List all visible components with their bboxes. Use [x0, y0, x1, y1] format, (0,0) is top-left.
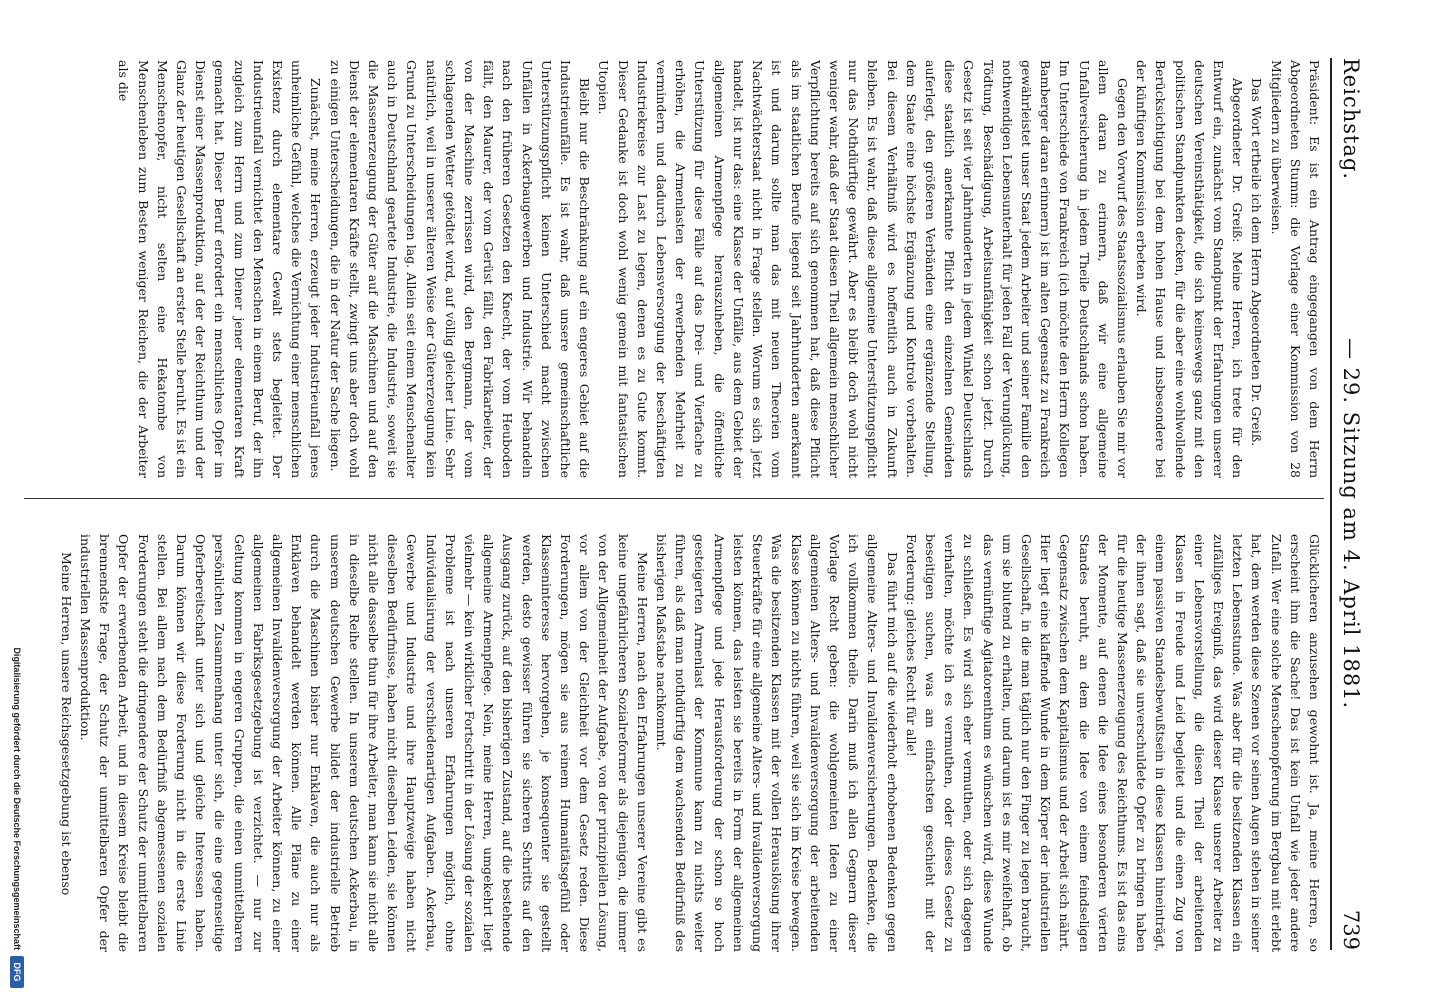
header-rule: [1330, 58, 1332, 950]
page-number: 739: [1339, 909, 1363, 950]
paragraph: Abgeordneter Dr. Greiß: Meine Herren, ich trete für den Entwurf ein, zunächst vom Standpunkt der Erfahrungen unserer deutschen Vereinsthätigkeit, die sich keineswegs ganz mit den politischen Standpunkten decken, für die aber eine wohlwollende Berücksichtigung bei dem hohen Hause und insbesondere bei der künftigen Kommission erbeten wird.: [1134, 60, 1246, 478]
page-header: [1336, 58, 1366, 950]
paragraph: Zunächst, meine Herren, erzeugt jeder Industrieunfall jenes unheimliche Gefühl, welches die Vernichtung einer menschlichen Existenz durch elementare Gewalt stets begleitet. Der Industrieunfall vernichtet den Menschen in einem Beruf, der ihn zugleich zum Herrn und zum Diener jener elementaren Kraft gemacht hat. Dieser Beruf erfordert ein menschliches Opfer im Dienst einer Massenproduktion, auf der der Reichthum und der Glanz der heutigen Gesellschaft an erster Stelle beruht. Es ist ein Menschenopfer, nicht selten eine Hekatombe von Menschenleben zum Besten weniger Reichen, die der Arbeiter als die: [116, 60, 324, 478]
paragraph: Präsident: Es ist ein Antrag eingegangen von dem Herrn Abgeordneten Stumm: die Vorlage einer Kommission von 28 Mitgliedern zu überweisen.: [1268, 60, 1322, 478]
header-session-date: — 29. Sitzung am 4. April 1881.: [1339, 338, 1363, 710]
paragraph: Bleibt nur die Beschränkung auf ein engeres Gebiet auf die Industrieunfälle. Es ist wahr, daß unsere gemeinschaftliche Unterstützungspflicht keinen Unterschied macht zwischen Unfällen in Ackerbaugewerben und Industrie. Wir behandeln nach den früheren Gesetzen den Knecht, der vom Heuboden fällt, den Maurer, der vom Gerüst fällt, den Fabrikarbeiter, der von der Maschine zerrissen wird, den Bergmann, der vom schlagenden Wetter getödtet wird, auf völlig gleicher Linie. Sehr natürlich, weil in unserer älteren Weise der Gütererzeugung kein Grund zu Unterscheidungen lag. Allein seit einem Menschenalter auch in Deutschland geartete Industrie, die Industrie, soweit sie die Massenerzeugung der Güter auf die Maschinen und auf den Dienst der elementaren Kräfte stellt, zwingt uns aber doch wohl zu einigen Unterscheidungen, die in der Natur der Sache liegen.: [327, 60, 593, 478]
paragraph: Glücklicheren anzusehen gewohnt ist. Ja, meine Herren, so erscheint ihm die Sache! Das ist kein Unfall wie jeder andere Zufall. Wer eine solche Menschenopferung im Bergbau mit erlebt hat, dem werden diese Szenen vor seinen Augen stehen in seiner letzten Lebensstunde. Was aber für die besitzenden Klassen ein zufälliges Ereigniß, das wird dieser Klasse unserer Arbeiter zu einer Lebensvorstellung, die diesen Theil der arbeitenden Klassen in Freude und Leid begleitet und die einen Zug von einem passiven Standesbewußtsein in diese Klassen hineinträgt, der ihnen sagt, daß sie unverschuldete Opfer zu bringen haben für die heutige Massenerzeugung des Reichthums. Es ist das eins der Momente, auf denen die Idee eines besonderen vierten Standes beruht, an dem die Idee von einem feindseligen Gegensatz zwischen dem Kapitalismus und der Arbeit sich nährt. Hier liegt eine klaffende Wunde in dem Körper der industriellen Gesellschaft, in die man täglich nur den Finger zu legen braucht, um sie blutend zu erhalten, und darum ist es mir zweifelhaft, ob das vernünftige Agitatorenthum es wünschen wird, diese Wunde zu schließen. Es wird sich eher vermuthen, oder sich dagegen verhalten, möchte ich es vermuthen, oder dieses Gesetz zu beseitigen suchen, was am einfachsten geschieht mit der Forderung: gleiches Recht für alle!: [903, 534, 1322, 952]
header-title: Reichstag.: [1339, 58, 1363, 181]
paragraph: Meine Herren, nach den Erfahrungen unserer Vereine gibt es keine ungefährlicheren Sozialreformer als diejenigen, die immer von der Allgemeinheit der Aufgabe, von der prinzipiellen Lösung, vor allem von der Gleichheit vor dem Gesetz reden. Diese Forderungen, mögen sie aus reinem Humanitätsgefühl oder Klasseninteresse hervorgehen, je konsequenter sie gestellt werden, desto gewisser führen sie sicheren Schritts auf den Ausgang zurück, auf den bisherigen Zustand, auf die bestehende allgemeine Armenpflege. Nein, meine Herren, umgekehrt liegt vielmehr — kein wirklicher Fortschritt in der Lösung der sozialen Probleme ist nach unseren Erfahrungen möglich, ohne Individualisirung der verschiedenartigen Aufgaben. Ackerbau, Gewerbe und Industrie und ihre Hauptzweige haben nicht dieselben Bedürfnisse, haben nicht dieselben Leiden, sie können nicht alle dasselbe thun für ihre Arbeiter, man kann sie nicht alle in dieselbe Reihe stellen. In unserem deutschen Ackerbau, in unserem deutschen Gewerbe bildet der industrielle Betrieb durch die Maschinen bisher nur Enklaven, die auch nur als Enklaven behandelt werden können. Alle Pläne zu einer allgemeinen Invalidenversorgung der Arbeiter können, zu einer allgemeinen Fabriksgesetzgebung ist verzichtet. — nur zur Geltung kommen in engeren Gruppen, die einen unmittelbaren persönlichen Zusammenhang unter sich, die eine gegenseitige Opferbereitschaft unter sich und gleiche Interessen haben. Darum können wir diese Forderung nicht in die erste Linie stellen. Bei allem nach dem Bedürfniß abgemessenen sozialen Forderungen steht die dringendere der Schutz der unmittelbaren Opfer der erwerbenden Arbeit, und in diesem Kreise bleibt die brennendste Frage, der Schutz der unmittelbaren Opfer der industriellen Massenproduktion.: [78, 534, 650, 952]
paragraph: Das Wort ertheile ich dem Herrn Abgeordneten Dr. Greiß.: [1249, 78, 1265, 447]
text-column-left: [24, 60, 1324, 478]
column-divider: [24, 498, 1324, 499]
paragraph: Gegen den Vorwurf des Staatssozialismus erlauben Sie mir vor allem daran zu erinnern, daß wir eine allgemeine Unfallversicherung in jedem Theile Deutschlands schon haben. Im Unterschiede von Frankreich (ich möchte den Herrn Kollegen Bamberger daran erinnern) ist im alten Gegensatz zu Frankreich gewährleistet unser Staat jedem Arbeiter und seiner Familie den nothwendigen Lebensunterhalt für jeden Fall der Verunglückung, Tödtung, Beschädigung, Arbeitsunfähigkeit schon jetzt. Durch Gesetz ist seit vier Jahrhunderten in jedem Winkel Deutschlands diese staatlich anerkannte Pflicht den einzelnen Gemeinden auferlegt, den größeren Verbänden eine ergänzende Stellung, dem Staate eine höchste Ergänzung und Kontrole vorbehalten. Bei diesem Verhältniß wird es hoffentlich auch in Zukunft bleiben. Es ist wahr, daß diese allgemeine Unterstützungspflicht nur das Nothdürftige gewährt. Aber es bleibt doch wohl nicht weniger wahr, daß der Staat diesen Theil allgemein menschlicher Verpflichtung bereits auf sich genommen hat, daß diese Pflicht als im staatlichen Berufe liegend seit Jahrhunderten anerkannt ist und darum sollte man das mit neuen Theorien vom Nachtwächterstaat nicht in Frage stellen. Worum es sich jetzt handelt, ist nur das: eine Klasse der Unfälle, aus dem Gebiet der allgemeinen Armenpflege herauszuheben, die öffentliche Unterstützung für diese Fälle auf das Drei- und Vierfache zu erhöhen, die Armenlasten der erwerbenden Mehrheit zu vermindern und dadurch Lebensversorgung der beschäftigten Industriekreise zur Last zu legen, denen es zu Gute kommt. Dieser Gedanke ist doch wohl wenig gemein mit fantastischen Utopien.: [596, 60, 1130, 478]
paragraph: Das führt mich auf die wiederholt erhobenen Bedenken gegen allgemeine Alters- und Invalidenversicherungen. Bedenken, die ich vollkommen theile. Darin muß ich allen Gegnern dieser Vorlage Recht geben: die wohlgemeinten Ideen zu einer allgemeinen Alters- und Invalidenversorgung der arbeitenden Klasse können zu nichts führen, weil sie sich im Kreise bewegen. Was die besitzenden Klassen mit der vollen Herauslösung ihrer Steuerkräfte für eine allgemeine Alters- und Invalidenversorgung leisten können, das leisten sie bereits in Form der allgemeinen Armenpflege und jede Herausforderung der schon so hoch gesteigerten Armenlast der Kommune kann zu nichts weiter führen, als daß man nothdürftig dem wachsenden Bedürfniß des bisherigen Maßstabe nachkommt.: [654, 534, 900, 952]
dfg-logo: DFG: [10, 956, 24, 988]
digitization-footer: [6, 8, 26, 992]
paragraph: Meine Herren, unsere Reichsgesetzgebung ist ebenso: [58, 552, 74, 896]
funding-credit: Digitalisierung gefördert durch die Deutsche Forschungsgemeinschaft: [12, 647, 22, 950]
text-column-right: [24, 534, 1324, 952]
